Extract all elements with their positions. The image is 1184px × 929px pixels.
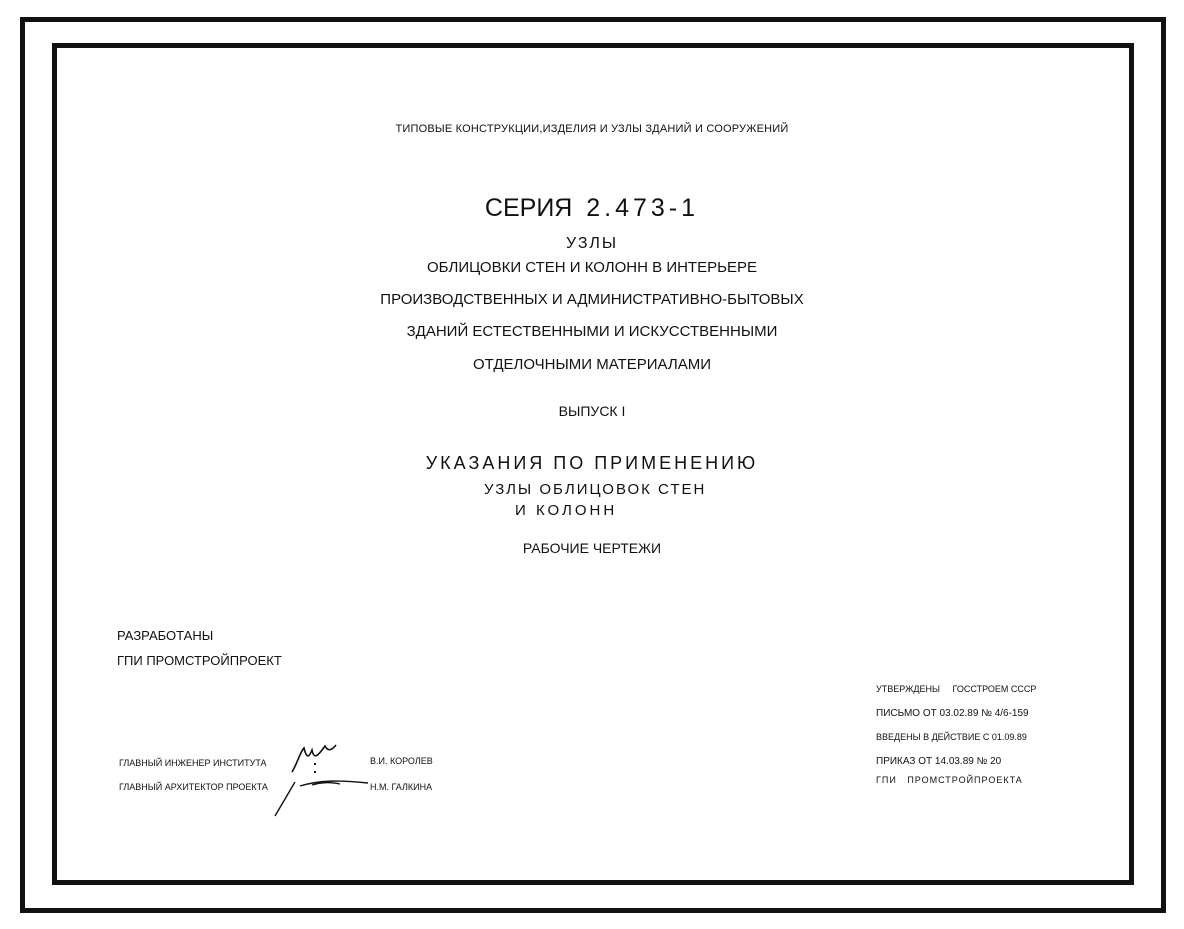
title-line-5: ОТДЕЛОЧНЫМИ МАТЕРИАЛАМИ <box>473 356 711 373</box>
signature-strokes <box>270 742 375 818</box>
approval-letter: ПИСЬМО ОТ 03.02.89 № 4/6-159 <box>876 708 1029 719</box>
approval-org: ГПИ ПРОМСТРОЙПРОЕКТА <box>876 775 1023 785</box>
title-line-4: ЗДАНИЙ ЕСТЕСТВЕННЫМИ И ИСКУССТВЕННЫМИ <box>406 323 778 340</box>
drawings-type: РАБОЧИЕ ЧЕРТЕЖИ <box>522 540 662 556</box>
series-number: 2.473-1 <box>586 194 700 222</box>
section-line-1: УКАЗАНИЯ ПО ПРИМЕНЕНИЮ <box>425 453 759 473</box>
chief-engineer-title: ГЛАВНЫЙ ИНЖЕНЕР ИНСТИТУТА <box>119 758 267 768</box>
chief-engineer-name: В.И. КОРОЛЕВ <box>370 756 433 766</box>
collection-title: ТИПОВЫЕ КОНСТРУКЦИИ,ИЗДЕЛИЯ И УЗЛЫ ЗДАНИЙ И СООРУЖЕНИЙ <box>395 123 789 135</box>
title-line-2: ОБЛИЦОВКИ СТЕН И КОЛОНН В ИНТЕРЬЕРЕ <box>427 259 757 276</box>
approval-approved: УТВЕРЖДЕНЫ ГОССТРОЕМ СССР <box>876 684 1037 694</box>
section-line-2: УЗЛЫ ОБЛИЦОВОК СТЕН <box>484 481 707 498</box>
developer-org: ГПИ ПРОМСТРОЙПРОЕКТ <box>117 653 282 668</box>
issue-number: ВЫПУСК I <box>558 403 626 419</box>
series-label: СЕРИЯ <box>484 194 573 222</box>
title-line-3: ПРОИЗВОДСТВЕННЫХ И АДМИНИСТРАТИВНО-БЫТОВЫХ <box>380 291 804 308</box>
chief-architect-title: ГЛАВНЫЙ АРХИТЕКТОР ПРОЕКТА <box>119 782 268 792</box>
chief-architect-name: Н.М. ГАЛКИНА <box>370 782 433 792</box>
title-line-1: УЗЛЫ <box>566 235 618 252</box>
approval-order: ПРИКАЗ ОТ 14.03.89 № 20 <box>876 756 1002 767</box>
section-line-3: И КОЛОНН <box>515 502 618 519</box>
approval-effective: ВВЕДЕНЫ В ДЕЙСТВИЕ С 01.09.89 <box>876 732 1027 742</box>
developer-label: РАЗРАБОТАНЫ <box>117 628 214 643</box>
series-heading <box>0 196 1184 221</box>
